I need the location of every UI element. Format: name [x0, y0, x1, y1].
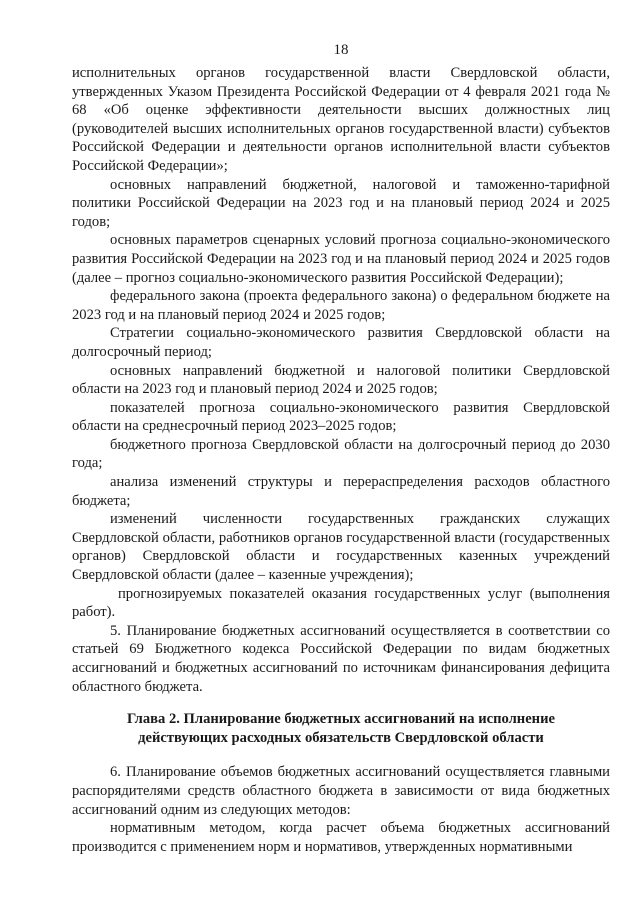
- page-number: 18: [333, 42, 349, 58]
- list-item: основных направлений бюджетной, налоговой и таможенно-тарифной политики Российской Федерации на 2023 год и на плановый период 2024 и 2025 годов;: [72, 176, 610, 230]
- chapter-heading-line-1: Глава 2. Планирование бюджетных ассигнований на исполнение: [127, 711, 555, 728]
- chapter-heading-line-2: действующих расходных обязательств Свердловской области: [138, 729, 544, 746]
- list-item: изменений численности государственных гражданских служащих Свердловской области, работников органов государственной власти (государственных органов) Свердловской области и государственных казенных учреждений Свердловской области (далее – казенные учреждения);: [72, 511, 610, 584]
- paragraph-6: 6. Планирование объемов бюджетных ассигнований осуществляется главными распорядителями средств областного бюджета в зависимости от вида бюджетных ассигнований одним из следующих методов:: [72, 764, 610, 818]
- document-body: [72, 64, 610, 856]
- chapter-heading: [72, 710, 610, 747]
- list-item: прогнозируемых показателей оказания государственных услуг (выполнения работ).: [72, 585, 610, 621]
- list-item: нормативным методом, когда расчет объема бюджетных ассигнований производится с применением норм и нормативов, утвержденных нормативными: [72, 820, 610, 855]
- list-item: показателей прогноза социально-экономического развития Свердловской области на среднесрочный период 2023–2025 годов;: [72, 399, 610, 435]
- paragraph-5: 5. Планирование бюджетных ассигнований осуществляется в соответствии со статьей 69 Бюджетного кодекса Российской Федерации по видам бюджетных ассигнований и бюджетных ассигнований по источникам финансирования дефицита областного бюджета.: [72, 622, 610, 695]
- list-item: анализа изменений структуры и перераспределения расходов областного бюджета;: [72, 474, 610, 509]
- list-item: Стратегии социально-экономического развития Свердловской области на долгосрочный период;: [72, 325, 610, 360]
- list-item: бюджетного прогноза Свердловской области на долгосрочный период до 2030 года;: [72, 436, 610, 472]
- list-item: федерального закона (проекта федерального закона) о федеральном бюджете на 2023 год и на плановый период 2024 и 2025 годов;: [72, 288, 610, 323]
- list-item: основных направлений бюджетной и налоговой политики Свердловской области на 2023 год и плановый период 2024 и 2025 годов;: [72, 362, 610, 398]
- list-item: основных параметров сценарных условий прогноза социально-экономического развития Российской Федерации на 2023 год и на плановый период 2024 и 2025 годов (далее – прогноз социально-экономического развития Российской Федерации);: [72, 232, 610, 286]
- paragraph-continuation: исполнительных органов государственной власти Свердловской области, утвержденных Указом Президента Российской Федерации от 4 февраля 2021 года № 68 «Об оценке эффективности деятельности высших должностных лиц (руководителей высших исполнительных органов государственной власти) субъектов Российской Федерации и деятельности органов исполнительной власти субъектов Российской Федерации»;: [72, 65, 610, 174]
